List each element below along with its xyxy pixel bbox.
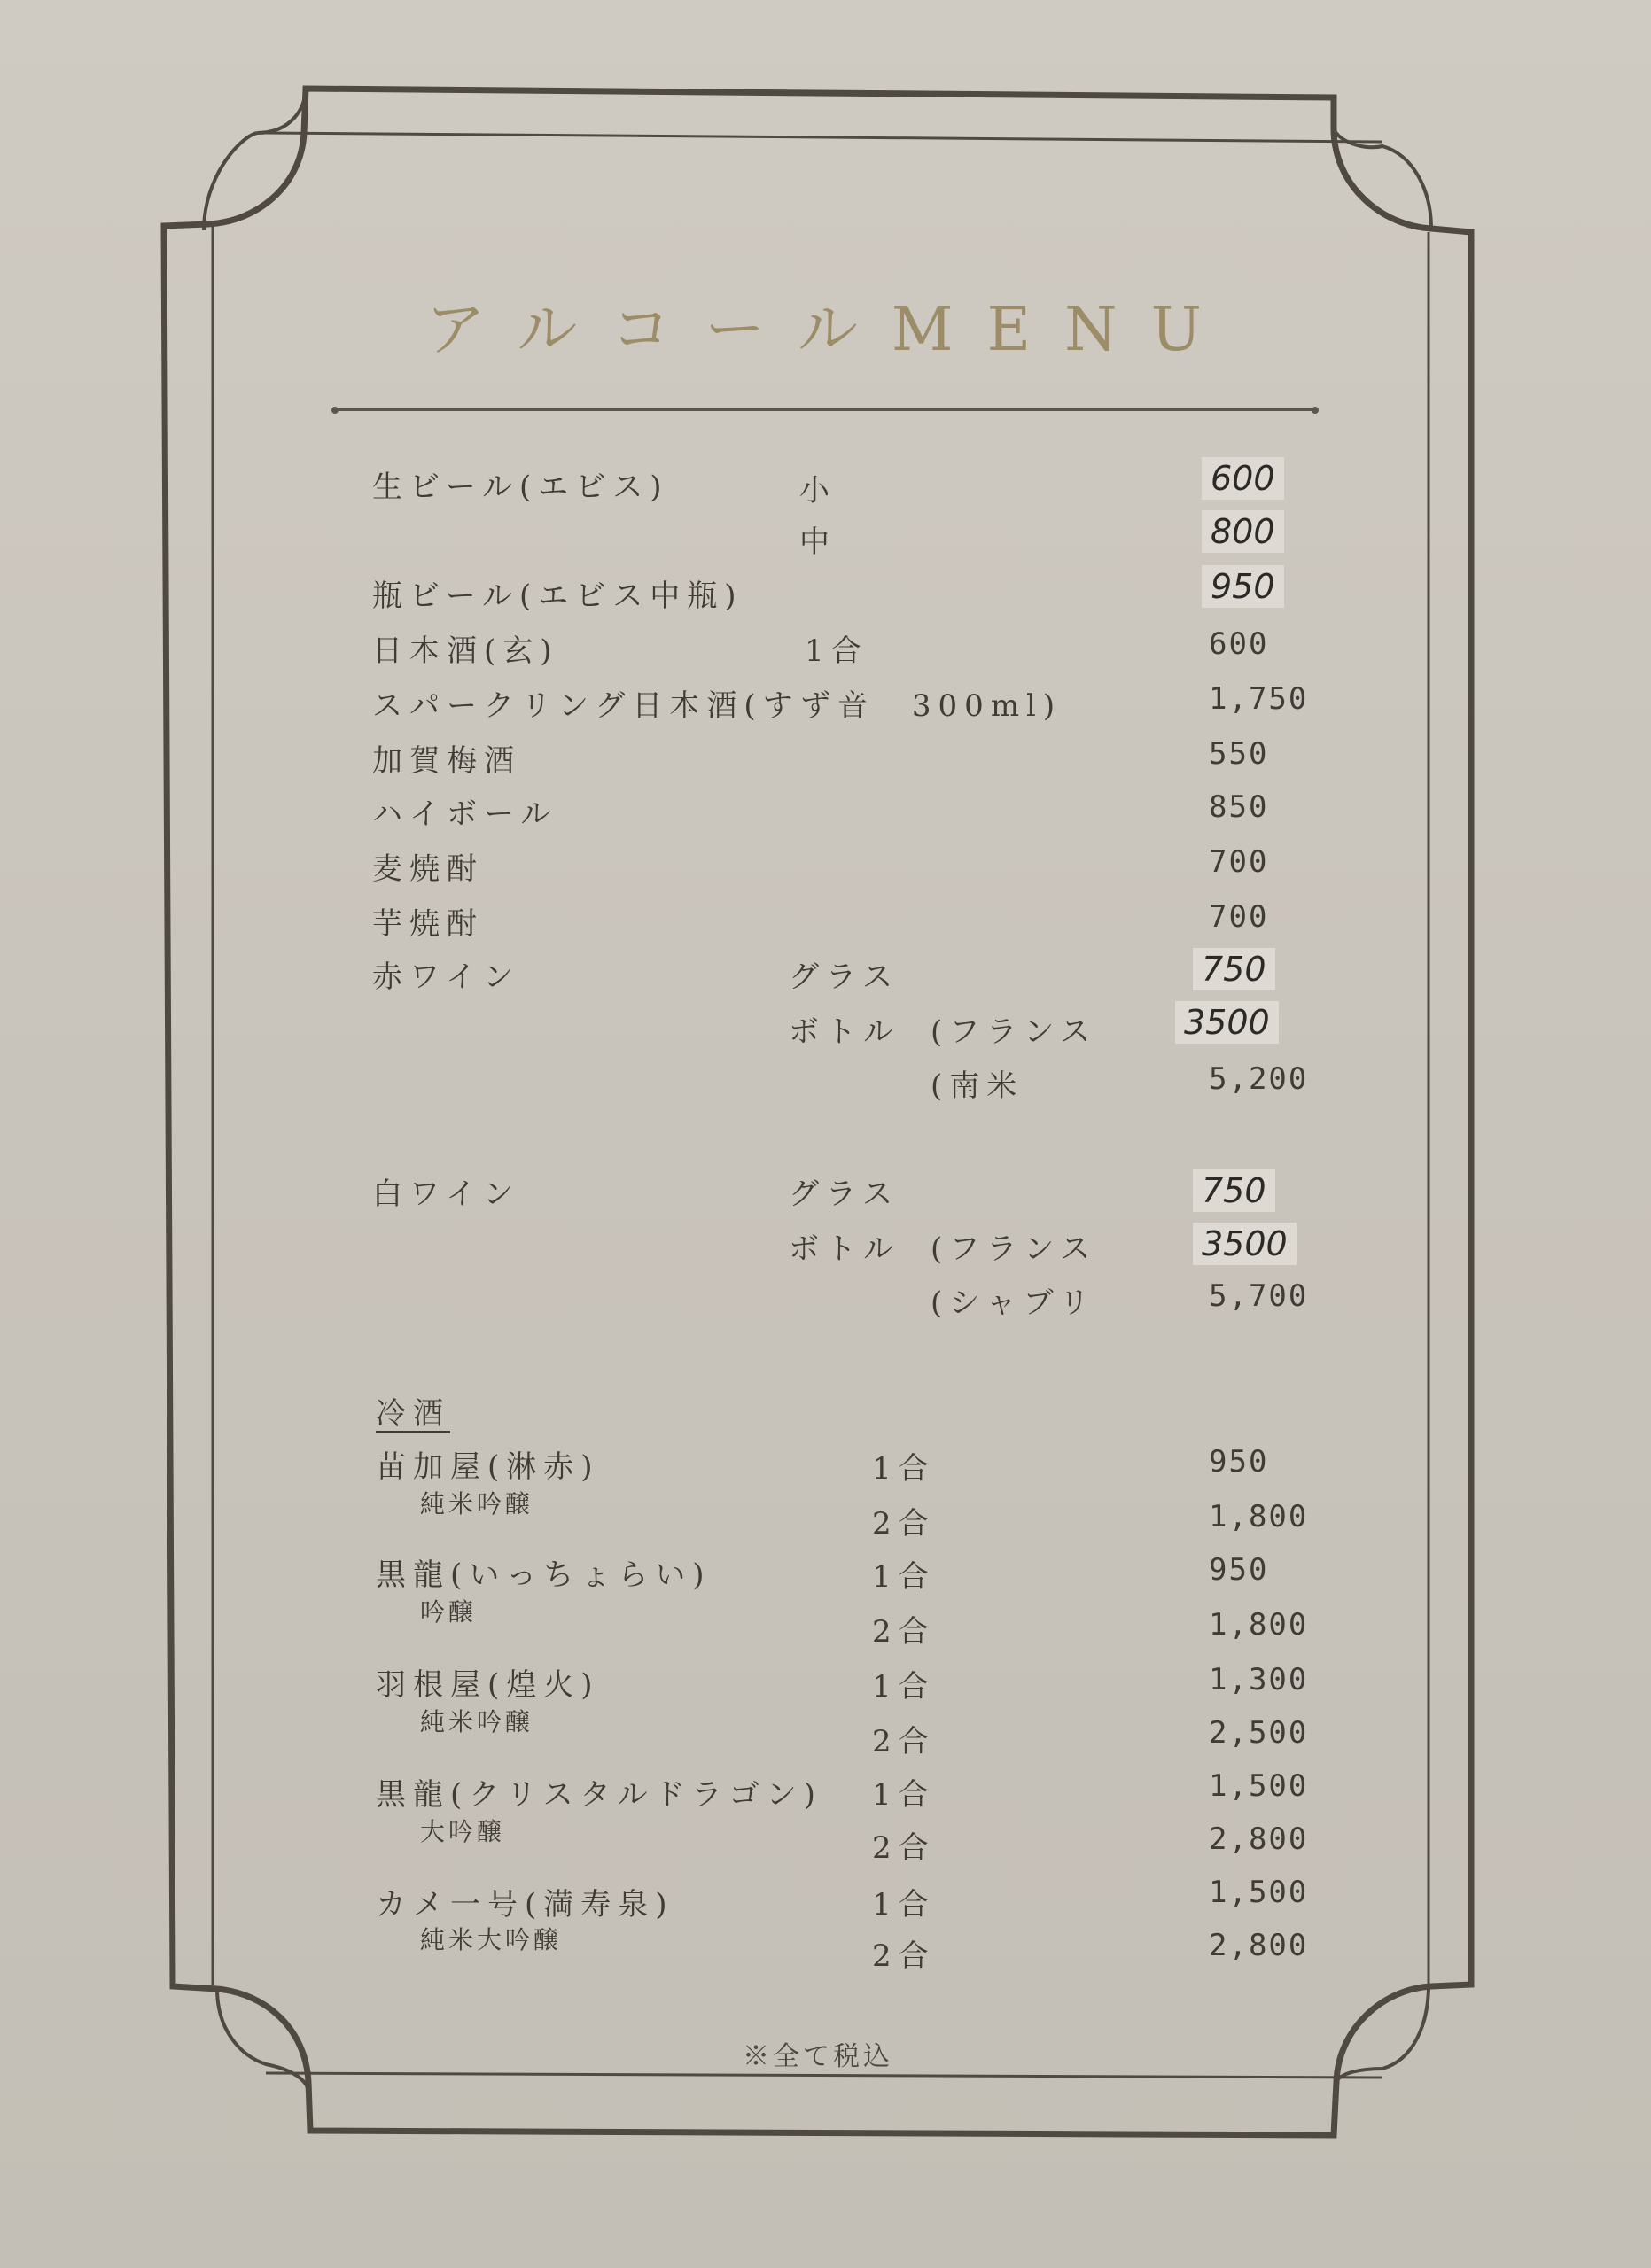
sake-price1: 1,500 <box>1209 1768 1309 1804</box>
red-wine-bottle-france: (フランス <box>931 1014 1098 1050</box>
sake-go1: 1合 <box>872 1777 936 1813</box>
tax-included-note: ※全て税込 <box>743 2041 893 2072</box>
item-name: 加賀梅酒 <box>372 743 521 779</box>
red-wine-bottle-france-price: 3500 <box>1175 1001 1279 1044</box>
white-wine-bottle-label: ボトル <box>789 1231 900 1267</box>
item-name: スパークリング日本酒(すず音 300ml) <box>372 688 1063 724</box>
item-name: ハイボール <box>372 796 558 832</box>
sake-price2: 2,800 <box>1209 1928 1309 1963</box>
red-wine-glass-price: 750 <box>1193 948 1275 990</box>
white-wine-glass-label: グラス <box>789 1177 899 1212</box>
red-wine-bottle-other: (南米 <box>931 1068 1024 1104</box>
rule-dot-right <box>1312 407 1319 414</box>
sake-price2: 1,800 <box>1209 1607 1309 1643</box>
item-size: 中 <box>799 524 837 560</box>
item-price: 700 <box>1209 844 1269 880</box>
white-wine-bottle-other-price: 5,700 <box>1209 1278 1309 1314</box>
sake-price1: 1,300 <box>1209 1662 1309 1697</box>
item-size: 小 <box>799 473 837 509</box>
sake-type: 純米吟醸 <box>420 1707 534 1736</box>
red-wine-bottle-other-price: 5,200 <box>1209 1061 1309 1097</box>
sake-price1: 950 <box>1209 1444 1269 1480</box>
cold-sake-heading: 冷酒 <box>376 1396 450 1432</box>
sake-go2: 2合 <box>872 1724 936 1759</box>
item-price: 550 <box>1209 736 1269 772</box>
sake-type: 吟醸 <box>420 1597 478 1627</box>
sake-name: 苗加屋(淋赤) <box>376 1449 600 1485</box>
item-name: 麦焼酎 <box>372 851 484 887</box>
sake-go1: 1合 <box>872 1669 936 1705</box>
menu-title: アルコールMENU <box>425 295 1235 365</box>
sake-price2: 2,500 <box>1209 1715 1309 1751</box>
sake-go2: 2合 <box>872 1938 936 1974</box>
sake-price1: 1,500 <box>1209 1875 1309 1910</box>
sake-type: 純米吟醸 <box>420 1489 534 1518</box>
white-wine-bottle-france: (フランス <box>931 1231 1098 1267</box>
item-price: 700 <box>1209 899 1269 935</box>
sake-go2: 2合 <box>872 1614 936 1650</box>
sake-price1: 950 <box>1209 1552 1269 1588</box>
sake-name: 黒龍(いっちょらい) <box>376 1557 712 1593</box>
item-size: 1合 <box>805 633 868 669</box>
sake-name: カメ一号(満寿泉) <box>376 1887 674 1922</box>
white-wine-bottle-france-price: 3500 <box>1193 1223 1297 1265</box>
sake-type: 大吟醸 <box>420 1817 506 1846</box>
white-wine-bottle-other: (シャブリ <box>931 1285 1097 1321</box>
sake-name: 黒龍(クリスタルドラゴン) <box>376 1777 822 1813</box>
red-wine-name: 赤ワイン <box>372 959 520 995</box>
sake-go1: 1合 <box>872 1887 936 1922</box>
sake-type: 純米大吟醸 <box>420 1925 563 1954</box>
red-wine-bottle-label: ボトル <box>789 1014 900 1050</box>
white-wine-name: 白ワイン <box>372 1177 520 1212</box>
item-price: 1,750 <box>1209 681 1309 717</box>
item-name: 瓶ビール(エビス中瓶) <box>372 579 744 614</box>
sake-go1: 1合 <box>872 1451 936 1487</box>
sake-price2: 2,800 <box>1209 1821 1309 1857</box>
item-price: 600 <box>1202 457 1284 500</box>
sake-price2: 1,800 <box>1209 1499 1309 1534</box>
sake-go2: 2合 <box>872 1830 936 1866</box>
item-name: 芋焼酎 <box>372 906 484 942</box>
sake-go1: 1合 <box>872 1559 936 1595</box>
title-rule <box>335 408 1315 411</box>
item-name: 生ビール(エビス) <box>372 470 669 505</box>
item-name: 日本酒(玄) <box>372 633 559 669</box>
item-price: 850 <box>1209 789 1269 825</box>
sake-go2: 2合 <box>872 1506 936 1542</box>
sake-name: 羽根屋(煌火) <box>376 1667 600 1703</box>
item-price: 600 <box>1209 626 1269 662</box>
white-wine-glass-price: 750 <box>1193 1169 1275 1212</box>
item-price: 950 <box>1202 565 1284 608</box>
item-price: 800 <box>1202 510 1284 553</box>
red-wine-glass-label: グラス <box>789 959 899 995</box>
